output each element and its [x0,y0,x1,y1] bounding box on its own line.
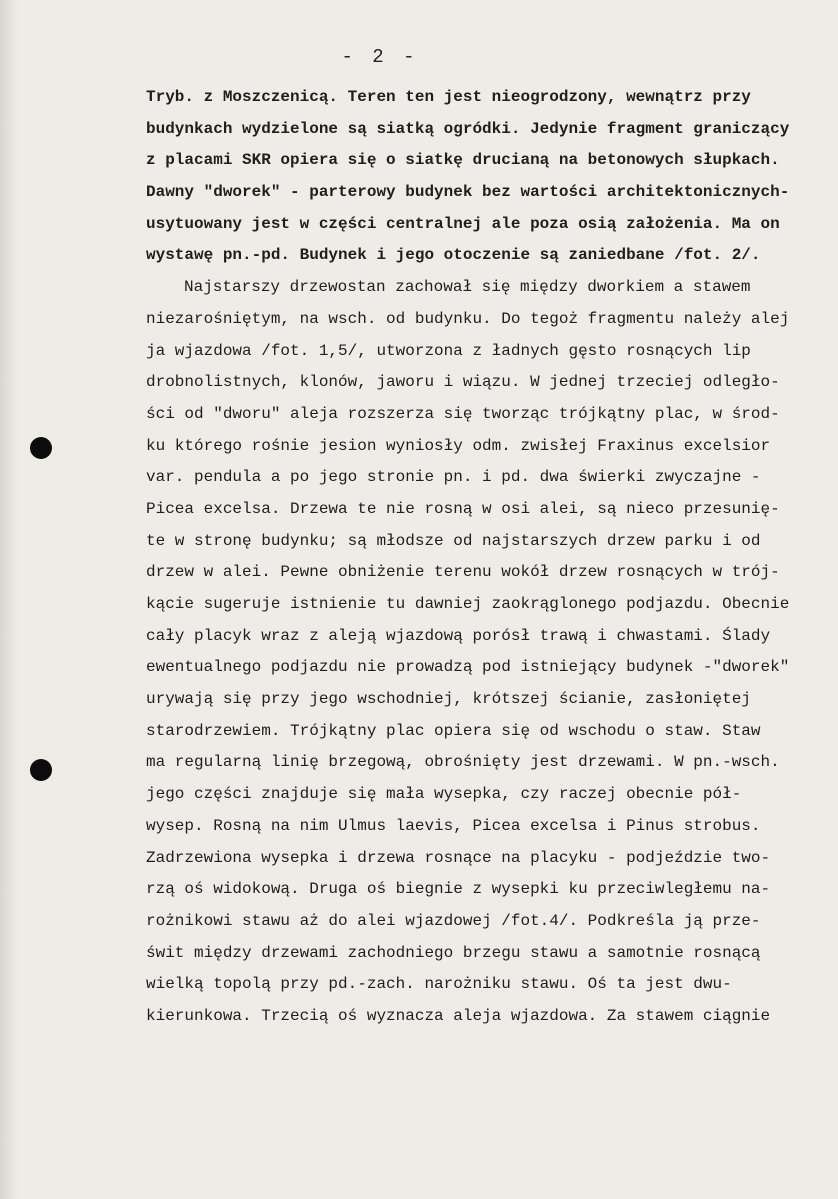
page-edge-shadow [0,0,18,1199]
text-line: rożnikowi stawu aż do alei wjazdowej /fot.4/. Podkreśla ją prze- [146,911,761,930]
text-line: urywają się przy jego wschodniej, krótszej ścianie, zasłoniętej [146,690,751,709]
text-line: drzew w alei. Pewne obniżenie terenu wokół drzew rosnących w trój- [146,563,780,582]
text-line: kącie sugeruje istnienie tu dawniej zaokrąglonego podjazdu. Obecnie [146,595,790,613]
text-line: wystawę pn.-pd. Budynek i jego otoczenie są zaniedbane /fot. 2/. [146,246,761,265]
text-line: kierunkowa. Trzecią oś wyznacza aleja wjazdowa. Za stawem ciągnie [146,1006,771,1025]
body-text [146,82,836,1033]
text-line: budynkach wydzielone są siatką ogródki. Jedynie fragment graniczący [146,119,790,138]
text-line: niezarośniętym, na wsch. od budynku. Do tegoż fragmentu należy alej [146,309,790,328]
text-line: usytuowany jest w części centralnej ale poza osią założenia. Ma on [146,214,780,233]
text-line: Najstarszy drzewostan zachował się między dworkiem a stawem [184,278,751,297]
text-line: jego części znajduje się mała wysepka, czy raczej obecnie pół- [146,785,742,804]
punch-hole-bottom [30,759,52,781]
text-line: starodrzewiem. Trójkątny plac opiera się od wschodu o staw. Staw [146,721,761,740]
text-line: var. pendula a po jego stronie pn. i pd. dwa świerki zwyczajne - [146,468,761,487]
text-line: te w stronę budynku; są młodsze od najstarszych drzew parku i od [146,531,761,550]
text-line: drobnolistnych, klonów, jaworu i wiązu. W jednej trzeciej odległo- [146,373,780,392]
text-line: wielką topolą przy pd.-zach. narożniku stawu. Oś ta jest dwu- [146,975,732,994]
text-line: wysep. Rosną na nim Ulmus laevis, Picea excelsa i Pinus strobus. [146,816,761,835]
text-line: Tryb. z Moszczenicą. Teren ten jest nieogrodzony, wewnątrz przy [146,88,751,106]
text-line: ewentualnego podjazdu nie prowadzą pod istniejący budynek -"dworek" [146,658,790,677]
text-line: ści od "dworu" aleja rozszerza się tworząc trójkątny plac, w środ- [146,404,780,423]
text-line: ja wjazdowa /fot. 1,5/, utworzona z ładnych gęsto rosnących lip [146,341,751,360]
text-line: świt między drzewami zachodniego brzegu stawu a samotnie rosnącą [146,943,761,962]
text-line: rzą oś widokową. Druga oś biegnie z wysepki ku przeciwległemu na- [146,880,771,899]
page-number: - 2 - [341,46,419,68]
text-line: ma regularną linię brzegową, obrośnięty jest drzewami. W pn.-wsch. [146,753,780,772]
text-line: Dawny "dworek" - parterowy budynek bez wartości architektonicznych- [146,183,790,202]
text-line: Zadrzewiona wysepka i drzewa rosnące na placyku - podjeździe two- [146,848,771,867]
text-line: ku którego rośnie jesion wyniosły odm. zwisłej Fraxinus excelsior [146,436,771,455]
text-line: Picea excelsa. Drzewa te nie rosną w osi alei, są nieco przesunię- [146,499,780,518]
text-line: cały placyk wraz z aleją wjazdową porósł trawą i chwastami. Ślady [146,626,771,645]
text-line: z placami SKR opiera się o siatkę drucianą na betonowych słupkach. [146,151,780,170]
punch-hole-top [30,437,52,459]
